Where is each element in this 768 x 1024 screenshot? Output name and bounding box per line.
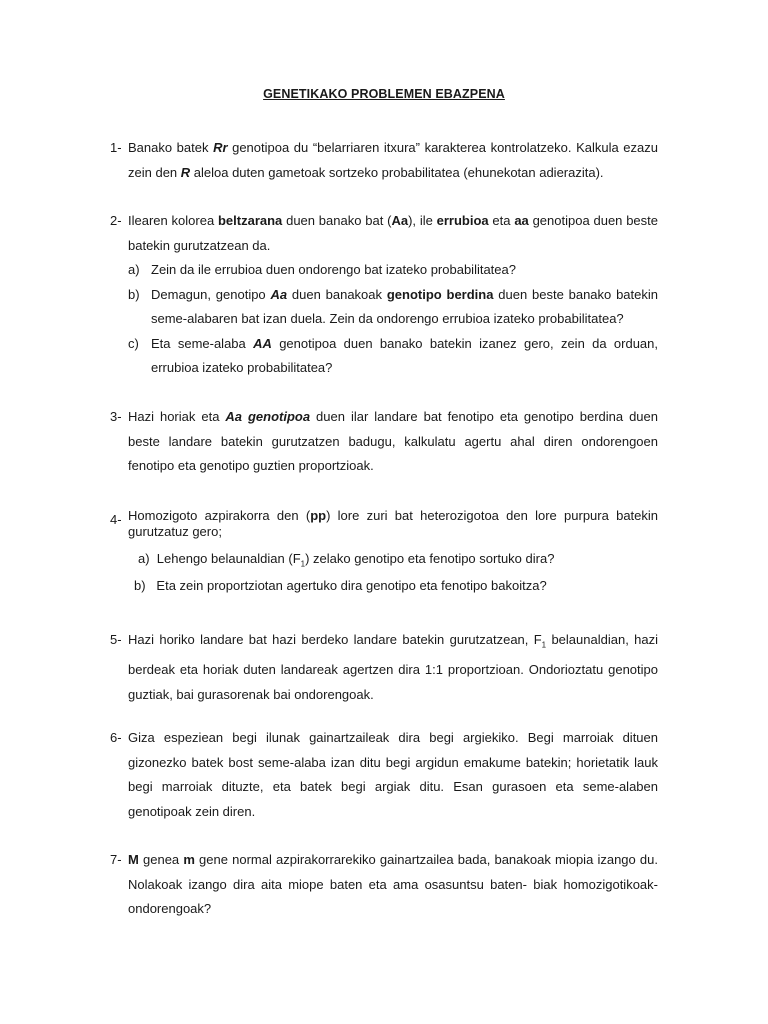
- problem-text: Banako batek Rr genotipoa du “belarriaren itxura” karakterea kontrolatzeko. Kalkula ezazu zein den R aleloa duten gametoak sortzeko probabilitatea (ehunekotan adierazita).: [128, 140, 658, 180]
- document-title: GENETIKAKO PROBLEMEN EBAZPENA: [263, 87, 505, 101]
- problem-number: 6-: [110, 730, 122, 745]
- problem-text: M genea m gene normal azpirakorrarekiko gainartzailea bada, banakoak miopia izango du. Nolakoak izango dira aita miope baten eta ama osasuntsu baten- biak homozigotikoak- ondorengoak?: [128, 852, 659, 916]
- problem-1: [110, 136, 658, 185]
- problem-5: [110, 628, 658, 707]
- sub-question-c: c) Eta seme-alaba AA genotipoa duen banako batekin izanez gero, zein da orduan, errubioa izateko probabilitatea?: [128, 335, 658, 375]
- problem-number: 2-: [110, 213, 122, 228]
- problem-number: 3-: [110, 409, 122, 424]
- sub-questions: [128, 258, 658, 381]
- problem-number: 5-: [110, 632, 122, 647]
- problem-number: 7-: [110, 852, 122, 867]
- problem-3: [110, 405, 658, 479]
- problem-number: 1-: [110, 140, 122, 155]
- problem-text: Hazi horiak eta Aa genotipoa duen ilar landare bat fenotipo eta genotipo berdina duen beste landare batekin gurutzatzen badugu, kalkulatu agertu ahal diren ondorengoen fenotipo eta genotipo guztien proportzioak.: [128, 409, 658, 473]
- problem-7: [110, 848, 658, 922]
- problem-text: Hazi horiko landare bat hazi berdeko landare batekin gurutzatzean, $F_1$ belaunaldian, hazi berdeak eta horiak duten landareak agertzen dira 1:1 proportzioan. Ondorioztatu genotipo guztiak, bai gurasorenak bai ondorengoak.: [128, 632, 658, 702]
- problem-number: 4-: [110, 512, 122, 527]
- problem-4: [110, 504, 658, 540]
- problem-text: Homozigoto azpirakorra den (pp) lore zuri bat heterozigotoa den lore purpura batekin gurutzatuz gero;: [128, 508, 659, 539]
- sub-question-b: b) Demagun, genotipo Aa duen banakoak genotipo berdina duen beste banako batekin seme-alabaren bat izan duela. Zein da ondorengo errubioa izateko probabilitatea?: [128, 286, 658, 326]
- sub-question-a: a) Zein da ile errubioa duen ondorengo bat izateko probabilitatea?: [128, 262, 516, 277]
- problem-text: Giza espeziean begi ilunak gainartzaileak dira begi argiekiko. Begi marroiak dituen gizonezko batek bost seme-alaba izan ditu begi argidun emakume batekin; horietatik lauk begi marroiak dituzte, eta batek begi argiak ditu. Esan gurasoen eta seme-alaben genotipoak zein diren.: [128, 730, 658, 819]
- sub-question-a: a) Lehengo belaunaldian $(F_1)$ zelako genotipo eta fenotipo sortuko dira?: [138, 551, 555, 569]
- problem-6: [110, 726, 658, 824]
- problem-2: [110, 209, 658, 381]
- sub-question-b: b) Eta zein proportziotan agertuko dira genotipo eta fenotipo bakoitza?: [134, 578, 547, 593]
- problem-text: Ilearen kolorea beltzarana duen banako bat (Aa), ile errubioa eta aa genotipoa duen beste batekin gurutzatzean da.: [128, 213, 659, 253]
